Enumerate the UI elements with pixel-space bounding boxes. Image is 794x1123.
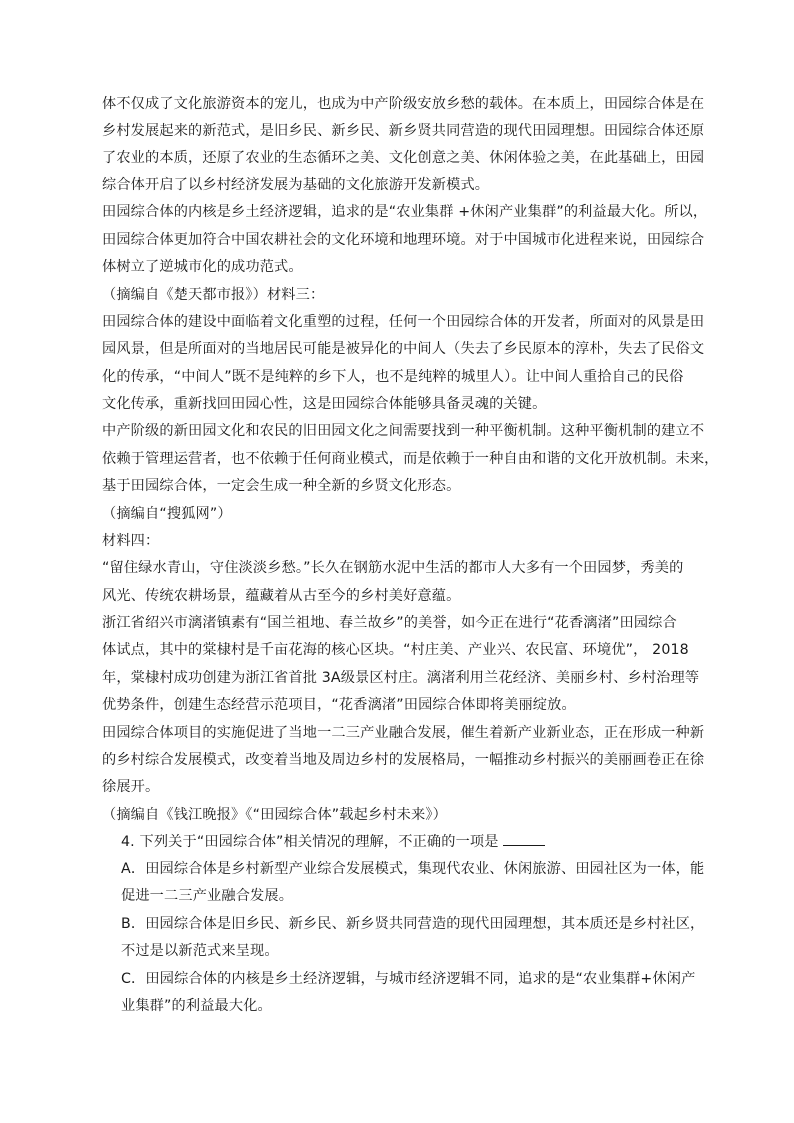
answer-blank[interactable] [503, 831, 545, 846]
paragraph-line: 的乡村综合发展模式，改变着当地及周边乡村的发展格局，一幅推动乡村振兴的美丽画卷正在徐 [102, 752, 705, 768]
paragraph-line: 风光、传统农耕场景，蕴藏着从古至今的乡村美好意蕴。 [102, 588, 461, 604]
paragraph-line: 中产阶级的新田园文化和农民的旧田园文化之间需要找到一种平衡机制。这种平衡机制的建立不 [102, 423, 705, 439]
paragraph-line: 田园综合体的建设中面临着文化重塑的过程，任何一个田园综合体的开发者，所面对的风景是田 [102, 314, 705, 330]
option-b-line-1: B．田园综合体是旧乡民、新乡民、新乡贤共同营造的现代田园理想，其本质还是乡村社区， [121, 916, 705, 932]
section-heading: 材料四： [102, 533, 160, 549]
paragraph-line: 基于田园综合体，一定会生成一种全新的乡贤文化形态。 [102, 478, 461, 494]
paragraph-line: 浙江省绍兴市漓渚镇素有“国兰祖地、春兰故乡”的美誉，如今正在进行“花香漓渚”田园综合 [102, 615, 677, 631]
option-c-line-2: 业集群”的利益最大化。 [121, 998, 272, 1014]
paragraph-line: 依赖于管理运营者，也不依赖于任何商业模式，而是依赖于一种自由和谐的文化开放机制。未来， [102, 451, 719, 467]
question-stem: 4. 下列关于“田园综合体”相关情况的理解，不正确的一项是 [121, 834, 499, 850]
question-stem-row [121, 831, 545, 853]
paragraph-line: 文化传承，重新找回田园心性，这是田园综合体能够具备灵魂的关键。 [102, 396, 547, 412]
source-note: （摘编自《钱江晚报》《“田园综合体”载起乡村未来》） [102, 807, 447, 823]
paragraph-line: 体试点，其中的棠棣村是千亩花海的核心区块。“村庄美、产业兴、农民富、环境优”， 2018 [102, 642, 689, 658]
option-a-line-2: 促进一二三产业融合发展。 [121, 888, 294, 904]
paragraph-line: 徐展开。 [102, 779, 160, 795]
paragraph-line: 年，棠棣村成功创建为浙江省首批 3A级景区村庄。漓渚利用兰花经济、美丽乡村、乡村治理等 [102, 670, 700, 686]
paragraph-line: 园风景，但是所面对的当地居民可能是被异化的中间人（失去了乡民原本的淳朴，失去了民俗文 [102, 341, 705, 357]
source-note: （摘编自《楚天都市报》）材料三： [102, 287, 325, 303]
option-a-line-1: A．田园综合体是乡村新型产业综合发展模式，集现代农业、休闲旅游、田园社区为一体，能 [121, 861, 705, 877]
paragraph-line: 综合体开启了以乡村经济发展为基础的文化旅游开发新模式。 [102, 177, 490, 193]
paragraph-line: 体树立了逆城市化的成功范式。 [102, 259, 303, 275]
paragraph-line: 了农业的本质，还原了农业的生态循环之美、文化创意之美、休闲体验之美，在此基础上，田园 [102, 150, 705, 166]
paragraph-line: 田园综合体的内核是乡土经济逻辑，追求的是“农业集群 +休闲产业集群”的利益最大化。所以， [102, 204, 708, 220]
paragraph-line: 田园综合体项目的实施促进了当地一二三产业融合发展，催生着新产业新业态，正在形成一种新 [102, 725, 705, 741]
paragraph-line: 化的传承，“中间人”既不是纯粹的乡下人，也不是纯粹的城里人）。让中间人重拾自己的民俗 [102, 369, 684, 385]
paragraph-line: 田园综合体更加符合中国农耕社会的文化环境和地理环境。对于中国城市化进程来说，田园综合 [102, 232, 705, 248]
source-note: （摘编自“搜狐网”） [102, 506, 232, 522]
option-b-line-2: 不过是以新范式来呈现。 [121, 943, 279, 959]
paragraph-line: “留住绿水青山，守住淡淡乡愁。”长久在钢筋水泥中生活的都市人大多有一个田园梦，秀美的 [102, 560, 684, 576]
paragraph-line: 优势条件，创建生态经营示范项目，“花香漓渚”田园综合体即将美丽绽放。 [102, 697, 576, 713]
paragraph-line: 体不仅成了文化旅游资本的宠儿，也成为中产阶级安放乡愁的载体。在本质上，田园综合体是在 [102, 96, 705, 112]
paragraph-line: 乡村发展起来的新范式，是旧乡民、新乡民、新乡贤共同营造的现代田园理想。田园综合体还原 [102, 123, 705, 139]
option-c-line-1: C．田园综合体的内核是乡土经济逻辑，与城市经济逻辑不同，追求的是“农业集群+休闲产 [121, 971, 696, 987]
